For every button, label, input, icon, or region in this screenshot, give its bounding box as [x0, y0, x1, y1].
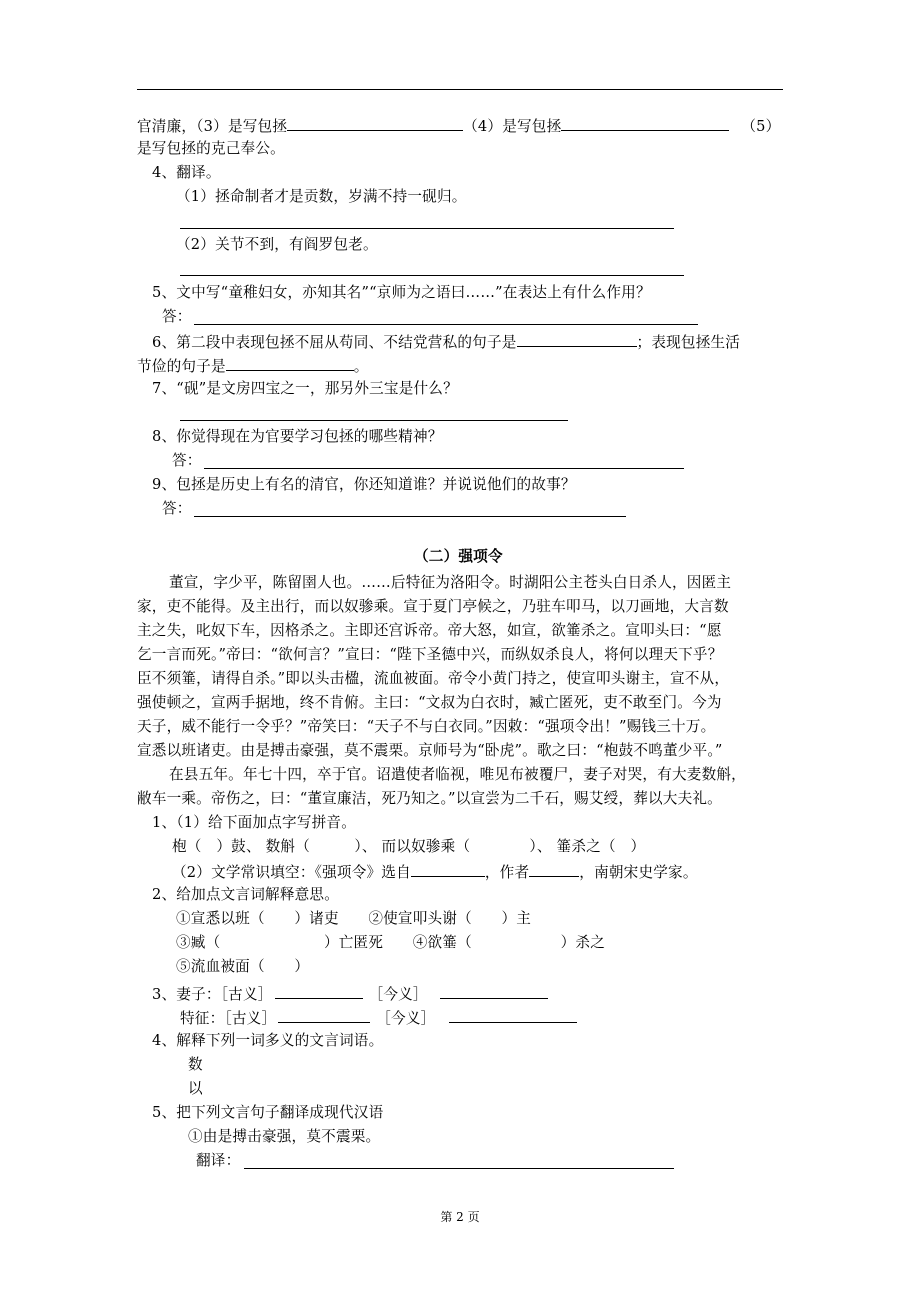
exercise-3 [152, 984, 548, 1004]
passage-line: 敝车一乘。帝伤之，曰：“董宣廉洁，死乃知之。”以宣尝为二千石，赐艾绶，葬以大夫礼。 [137, 790, 722, 807]
header-rule [137, 89, 783, 90]
answer-blank[interactable] [275, 984, 363, 999]
text: （5） [741, 118, 781, 135]
question-8: 8、你觉得现在为官要学习包拯的哪些精神？ [152, 428, 443, 445]
passage-line: 乞一言而死。”帝曰：“欲何言？”宣曰：“陛下圣德中兴，而纵奴杀良人，将何以理天下乎？ [137, 646, 723, 663]
answer-blank[interactable] [440, 984, 548, 999]
text: 官清廉，（3）是写包拯 [137, 118, 288, 135]
page-number: 第 2 页 [440, 1210, 480, 1224]
answer-blank[interactable] [287, 116, 463, 131]
line-1 [137, 116, 780, 136]
answer-line[interactable] [180, 275, 684, 276]
answer-line[interactable] [180, 228, 674, 229]
text: ［今义］ [376, 1010, 436, 1027]
passage-line: 强使顿之，宣两手据地，终不肯俯。主曰：“文叔为白衣时，臧亡匿死，吏不敢至门。今为 [137, 694, 722, 711]
answer-blank[interactable] [278, 1008, 370, 1023]
exercise-1-2 [172, 862, 698, 882]
exercise-5-1: ①由是搏击豪强，莫不震栗。 [188, 1128, 381, 1145]
answer-blank[interactable] [411, 862, 485, 877]
exercise-4-2: 以 [188, 1080, 203, 1097]
answer-line[interactable] [244, 1168, 674, 1169]
passage-line: 主之失，叱奴下车，因格杀之。主即还宫诉帝。帝大怒，如宣，欲箠杀之。宣叩头曰：“愿 [137, 622, 722, 639]
exercise-5: 5、把下列文言句子翻译成现代汉语 [152, 1104, 384, 1121]
section-title: （二）强项令 [414, 548, 503, 565]
text: 特征：［古义］ [180, 1010, 277, 1027]
answer-line[interactable] [204, 468, 684, 469]
passage-line: 董宣，字少平，陈留圉人也。……后特征为洛阳令。时湖阳公主苍头白日杀人，因匿主 [169, 574, 732, 591]
answer-line[interactable] [180, 420, 568, 421]
question-9: 9、包拯是历史上有名的清官，你还知道谁？并说说他们的故事？ [152, 476, 576, 493]
text: 。 [353, 358, 369, 375]
exercise-2: 2、给加点文言词解释意思。 [152, 886, 340, 903]
answer-blank[interactable] [449, 1008, 577, 1023]
text: ，作者 [484, 864, 530, 881]
exercise-4-1: 数 [188, 1056, 203, 1073]
passage-line: 在县五年。年七十四，卒于官。诏遣使者临视，唯见布被覆尸，妻子对哭，有大麦数斛， [169, 766, 746, 783]
text: 6、第二段中表现包拯不屈从苟同、不结党营私的句子是 [152, 334, 517, 351]
text: ；表现包拯生活 [636, 334, 741, 351]
question-4-2: （2）关节不到，有阎罗包老。 [176, 236, 378, 253]
exercise-2-2: ③臧（ ）亡匿死 ④欲箠（ ）杀之 [176, 934, 606, 951]
text: ，南朝宋史学家。 [579, 864, 698, 881]
text: （4）是写包拯 [463, 118, 562, 135]
question-6-cont [137, 356, 369, 376]
question-7: 7、“砚”是文房四宝之一，那另外三宝是什么？ [152, 380, 458, 397]
answer-blank[interactable] [517, 332, 637, 347]
exercise-2-3: ⑤流血被面（ ） [176, 958, 310, 975]
answer-line[interactable] [194, 324, 698, 325]
passage-line: 家，吏不能得。及主出行，而以奴骖乘。宣于夏门亭候之，乃驻车叩马，以刀画地，大言数 [137, 598, 729, 615]
exercise-1-1: 枹（ ）鼓、 数斛（ ）、 而以奴骖乘（ ）、 箠杀之（ ） [172, 838, 646, 855]
answer-blank[interactable] [226, 356, 354, 371]
question-6 [152, 332, 740, 352]
exercise-4: 4、解释下列一词多义的文言词语。 [152, 1032, 384, 1049]
question-4: 4、翻译。 [152, 164, 221, 181]
answer-line[interactable] [194, 516, 626, 517]
question-4-1: （1）拯命制者才是贡数，岁满不持一砚归。 [176, 188, 467, 205]
exercise-2-1: ①宣悉以班（ ）诸吏 ②使宣叩头谢（ ）主 [176, 910, 532, 927]
answer-label: 答： [162, 500, 192, 517]
text: 3、妻子：［古义］ [152, 986, 273, 1003]
passage-line: 宣悉以班诸吏。由是搏击豪强，莫不震栗。京师号为“卧虎”。歌之曰：“枹鼓不鸣董少平。” [137, 742, 723, 759]
text: （2）文学常识填空：《强项令》选自 [172, 864, 411, 881]
text: ［今义］ [368, 986, 428, 1003]
question-5: 5、文中写“童稚妇女，亦知其名”“京师为之语曰……”在表达上有什么作用？ [152, 284, 651, 301]
answer-label: 答： [162, 308, 192, 325]
answer-label: 答： [172, 452, 202, 469]
answer-label: 翻译： [196, 1152, 241, 1169]
passage-line: 臣不须箠，请得自杀。”即以头击楹，流血被面。帝令小黄门持之，使宣叩头谢主，宣不从， [137, 670, 730, 687]
answer-blank[interactable] [561, 116, 729, 131]
line-2: 是写包拯的克己奉公。 [137, 140, 285, 157]
text: 节俭的句子是 [137, 358, 226, 375]
exercise-3-2 [180, 1008, 577, 1028]
answer-blank[interactable] [529, 862, 579, 877]
exercise-1: 1、（1）给下面加点字写拼音。 [152, 814, 356, 831]
passage-line: 天子，威不能行一令乎？”帝笑曰：“天子不与白衣同。”因敕：“强项令出！”赐钱三十万。 [137, 718, 716, 735]
